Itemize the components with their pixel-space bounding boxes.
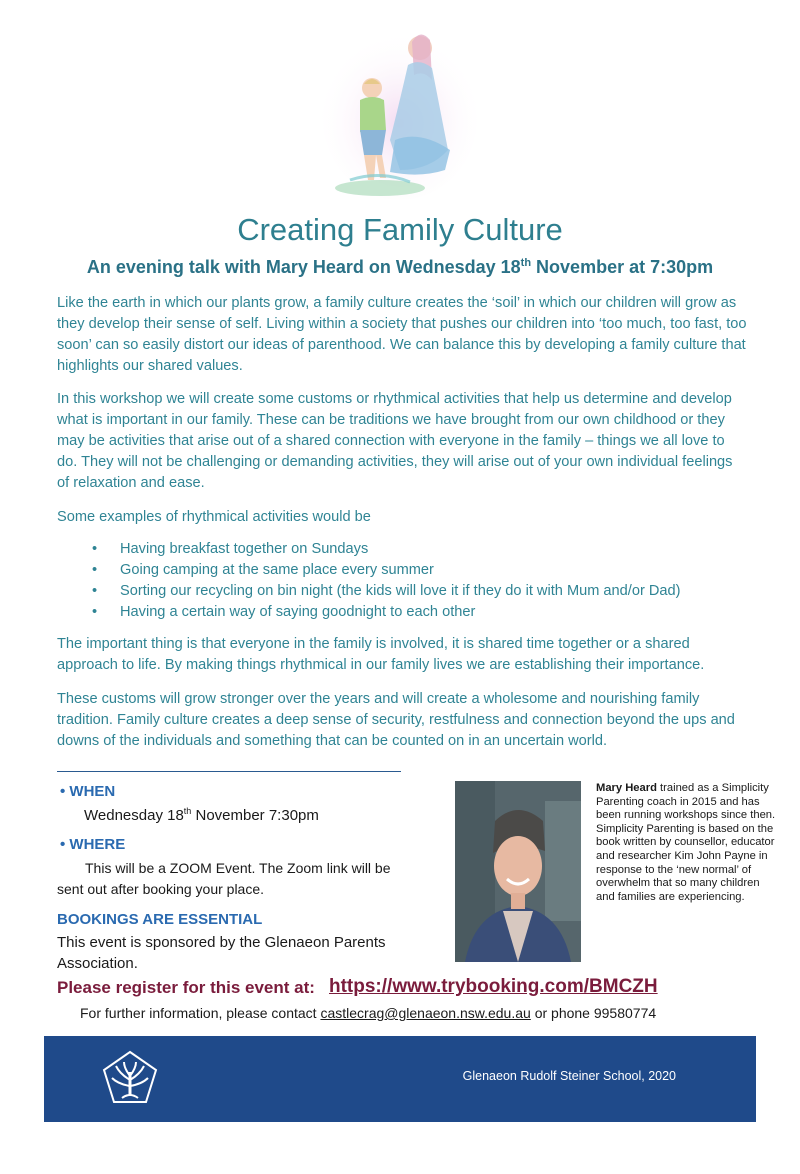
section-divider	[57, 771, 401, 772]
footer-school-name: Glenaeon Rudolf Steiner School, 2020	[462, 1069, 676, 1083]
intro-paragraph: Like the earth in which our plants grow, a family culture creates the ‘soil’ in which our children will grow as they develop their sense of self. Living within a society that pushes our children into ‘too much, too fast, too soon’ can so easily distort our ideas of parenthood. We can balance this by developing a family culture that highlights our shared values.	[57, 295, 747, 374]
page-title: Creating Family Culture	[237, 212, 563, 247]
when-label: • WHEN	[60, 783, 116, 800]
bookings-notice: BOOKINGS ARE ESSENTIAL	[57, 911, 263, 928]
importance-paragraph: The important thing is that everyone in the family is involved, it is shared time together or a shared approach to life. By making things rhythmical in our family lives we are establishing their importance.	[57, 636, 705, 673]
where-label: • WHERE	[60, 836, 126, 853]
footer-banner	[44, 1036, 756, 1122]
sponsor-text: This event is sponsored by the Glenaeon Parents Association.	[57, 934, 386, 972]
glenaeon-tree-logo-icon	[102, 1050, 158, 1106]
list-item: • Sorting our recycling on bin night (the kids will love it if they do it with Mum and/or Dad)	[92, 581, 752, 602]
workshop-paragraph: In this workshop we will create some customs or rhythmical activities that help us determine and develop what is important in our family. These can be traditions we have brought from our own childhood or they may be activities that arise out of a shared connection with everyone in the family – things we all love to do. They will not be challenging or demanding activities, they will arise out of your own individual feelings of relaxation and ease.	[57, 391, 733, 491]
register-label: Please register for this event at:	[57, 978, 315, 997]
when-value: Wednesday 18th November 7:30pm	[84, 806, 319, 824]
speaker-photo	[455, 781, 581, 962]
register-link[interactable]: https://www.trybooking.com/BMCZH	[329, 976, 658, 997]
examples-intro: Some examples of rhythmical activities would be	[57, 509, 371, 525]
where-value: This will be a ZOOM Event. The Zoom link will be sent out after booking your place.	[57, 860, 391, 897]
mother-child-illustration-icon	[320, 20, 480, 200]
list-item: • Having breakfast together on Sundays	[92, 539, 752, 560]
customs-paragraph: These customs will grow stronger over the years and will create a wholesome and nourishing family tradition. Family culture creates a deep sense of security, restfulness and connection beyond the ups and downs of the individuals and something that can be counted on in an uncertain world.	[57, 691, 735, 749]
speaker-bio: Mary Heard trained as a Simplicity Parenting coach in 2015 and has been running workshops since then. Simplicity Parenting is based on the book written by counsellor, educator and researcher Kim John Payne in response to the ‘new normal’ of overwhelm that so many children and families are experiencing.	[596, 782, 776, 903]
list-item: • Going camping at the same place every summer	[92, 560, 752, 581]
contact-line: For further information, please contact castlecrag@glenaeon.nsw.edu.au or phone 99580774	[80, 1005, 657, 1021]
examples-list	[92, 539, 752, 623]
contact-email-link[interactable]: castlecrag@glenaeon.nsw.edu.au	[320, 1005, 531, 1021]
event-subtitle: An evening talk with Mary Heard on Wednesday 18th November at 7:30pm	[86, 257, 714, 277]
list-item: • Having a certain way of saying goodnight to each other	[92, 602, 752, 623]
